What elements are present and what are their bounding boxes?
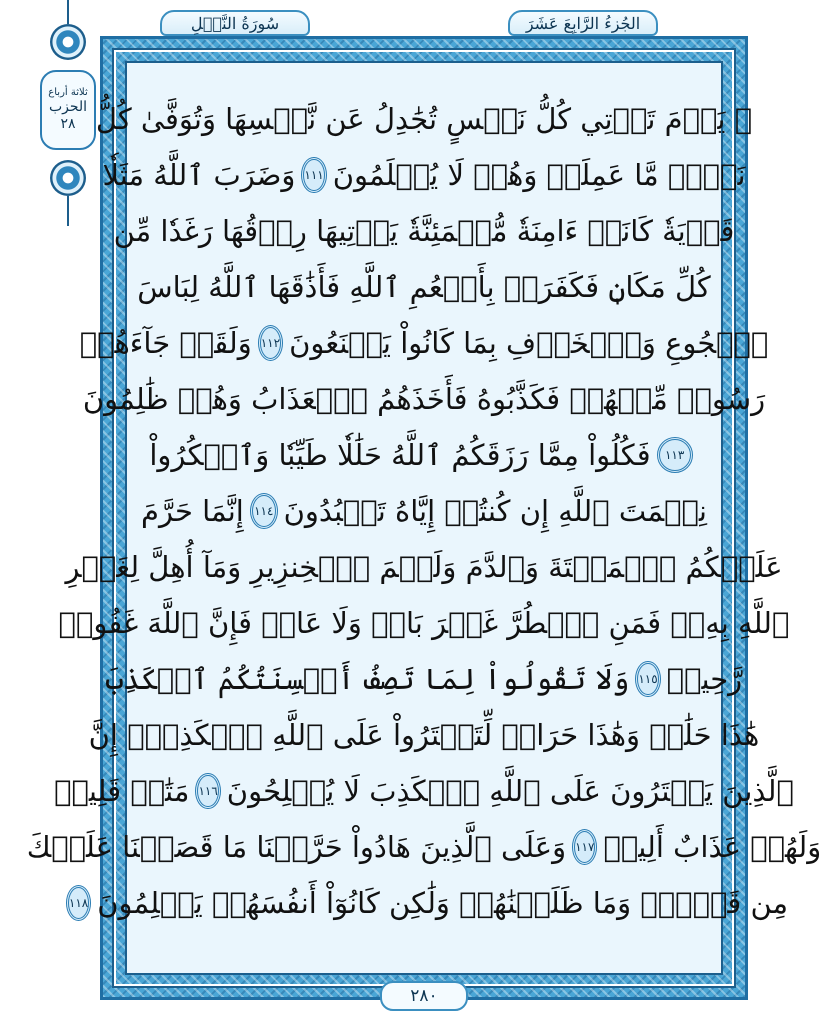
ayah-number-marker: ١١٤: [250, 493, 278, 529]
verse-line: [26, 819, 821, 875]
hizb-ornament: [38, 0, 98, 230]
verse-line: [141, 483, 707, 539]
verse-text: ٱلۡجُوعِ وَٱلۡخَوۡفِ بِمَا كَانُواْ يَصۡنَعُونَ: [289, 326, 769, 360]
verse-line: ٱللَّهِ بِهِۦۖ فَمَنِ ٱضۡطُرَّ غَيۡرَ بَاغٖ وَلَا عَادٖ فَإِنَّ ٱللَّهَ غَفُورٞ: [58, 606, 790, 640]
rosette-icon: [50, 24, 86, 60]
ornament-spike-bottom: [67, 196, 69, 226]
verse-line: [141, 427, 707, 483]
verse-text: مِن قَبۡلُۖ وَمَا ظَلَمۡنَٰهُمۡ وَلَٰكِن كَانُوٓاْ أَنفُسَهُمۡ يَظۡلِمُونَ: [97, 886, 789, 920]
verse-line: [79, 315, 769, 371]
page-number: ٢٨٠: [380, 981, 468, 1011]
hizb-number: ٢٨: [60, 116, 76, 132]
verse-text: فَكُلُواْ مِمَّا رَزَقَكُمُ ٱللَّهُ حَلَٰلٗا طَيِّبٗا وَٱشۡكُرُواْ: [149, 438, 651, 472]
juz-header: الجُزءُ الرَّابِعَ عَشَرَ: [508, 10, 658, 36]
verse-line: [105, 651, 743, 707]
verse-text: وَلَقَدۡ جَآءَهُمۡ: [79, 326, 252, 360]
verse-text: نِعۡمَتَ ٱللَّهِ إِن كُنتُمۡ إِيَّاهُ تَعۡبُدُونَ: [283, 494, 707, 528]
verse-line: ۞ يَوۡمَ تَأۡتِي كُلُّ نَفۡسٍ تُجَٰدِلُ عَن نَّفۡسِهَا وَتُوَفَّىٰ كُلُّ: [95, 102, 753, 136]
ayah-number-marker: ١١٥: [635, 661, 660, 697]
verse-text: نَفۡسٖ مَّا عَمِلَتۡ وَهُمۡ لَا يُظۡلَمُونَ: [332, 158, 746, 192]
verse-text: وَلَا تَقُولُواْ لِمَا تَصِفُ أَلۡسِنَتُكُمُ ٱلۡكَذِبَ: [105, 662, 630, 696]
hizb-quarter-label: ثلاثة أرباع: [48, 87, 88, 99]
verse-line: [68, 875, 789, 931]
hizb-marker: [40, 70, 96, 150]
surah-name-header: سُورَةُ النَّحۡلِ: [160, 10, 310, 36]
ayah-number-marker: ١١٧: [572, 829, 597, 865]
verse-line: قَرۡيَةٗ كَانَتۡ ءَامِنَةٗ مُّطۡمَئِنَّةٗ يَأۡتِيهَا رِزۡقُهَا رَغَدٗا مِّن: [113, 214, 735, 248]
verse-text: وَضَرَبَ ٱللَّهُ مَثَلٗا: [102, 158, 296, 192]
verse-line: هَٰذَا حَلَٰلٞ وَهَٰذَا حَرَامٞ لِّتَفۡتَرُواْ عَلَى ٱللَّهِ ٱلۡكَذِبَۚ إِنَّ: [88, 718, 760, 752]
verse-text: ٱلَّذِينَ يَفۡتَرُونَ عَلَى ٱللَّهِ ٱلۡكَذِبَ لَا يُفۡلِحُونَ: [226, 774, 794, 808]
verse-line: كُلِّ مَكَانٖ فَكَفَرَتۡ بِأَنۡعُمِ ٱللَّهِ فَأَذَٰقَهَا ٱللَّهُ لِبَاسَ: [137, 270, 711, 304]
verse-text: رَّحِيمٞ: [666, 662, 743, 696]
verse-line: [54, 763, 794, 819]
verse-line: عَلَيۡكُمُ ٱلۡمَيۡتَةَ وَٱلدَّمَ وَلَحۡمَ ٱلۡخِنزِيرِ وَمَآ أُهِلَّ لِغَيۡرِ: [65, 550, 783, 584]
verse-text: وَعَلَى ٱلَّذِينَ هَادُواْ حَرَّمۡنَا مَا قَصَصۡنَا عَلَيۡكَ: [26, 830, 567, 864]
hizb-label: الحزب: [48, 99, 88, 116]
verse-text: مَتَٰعٞ قَلِيلٞ: [54, 774, 190, 808]
ayah-number-marker: ١١٣: [657, 437, 693, 473]
ayah-number-marker: ١١٢: [258, 325, 283, 361]
verse-line: [102, 147, 746, 203]
verse-text: إِنَّمَا حَرَّمَ: [141, 494, 244, 528]
verse-line: رَسُولٞ مِّنۡهُمۡ فَكَذَّبُوهُ فَأَخَذَهُمُ ٱلۡعَذَابُ وَهُمۡ ظَٰلِمُونَ: [82, 382, 766, 416]
ayah-number-marker: ١١٦: [195, 773, 220, 809]
ornament-spike-top: [67, 0, 69, 24]
ayah-number-marker: ١١١: [301, 157, 326, 193]
ayah-number-marker: ١١٨: [66, 885, 91, 921]
verse-text: وَلَهُمۡ عَذَابٌ أَلِيمٞ: [603, 830, 821, 864]
rosette-icon: [50, 160, 86, 196]
